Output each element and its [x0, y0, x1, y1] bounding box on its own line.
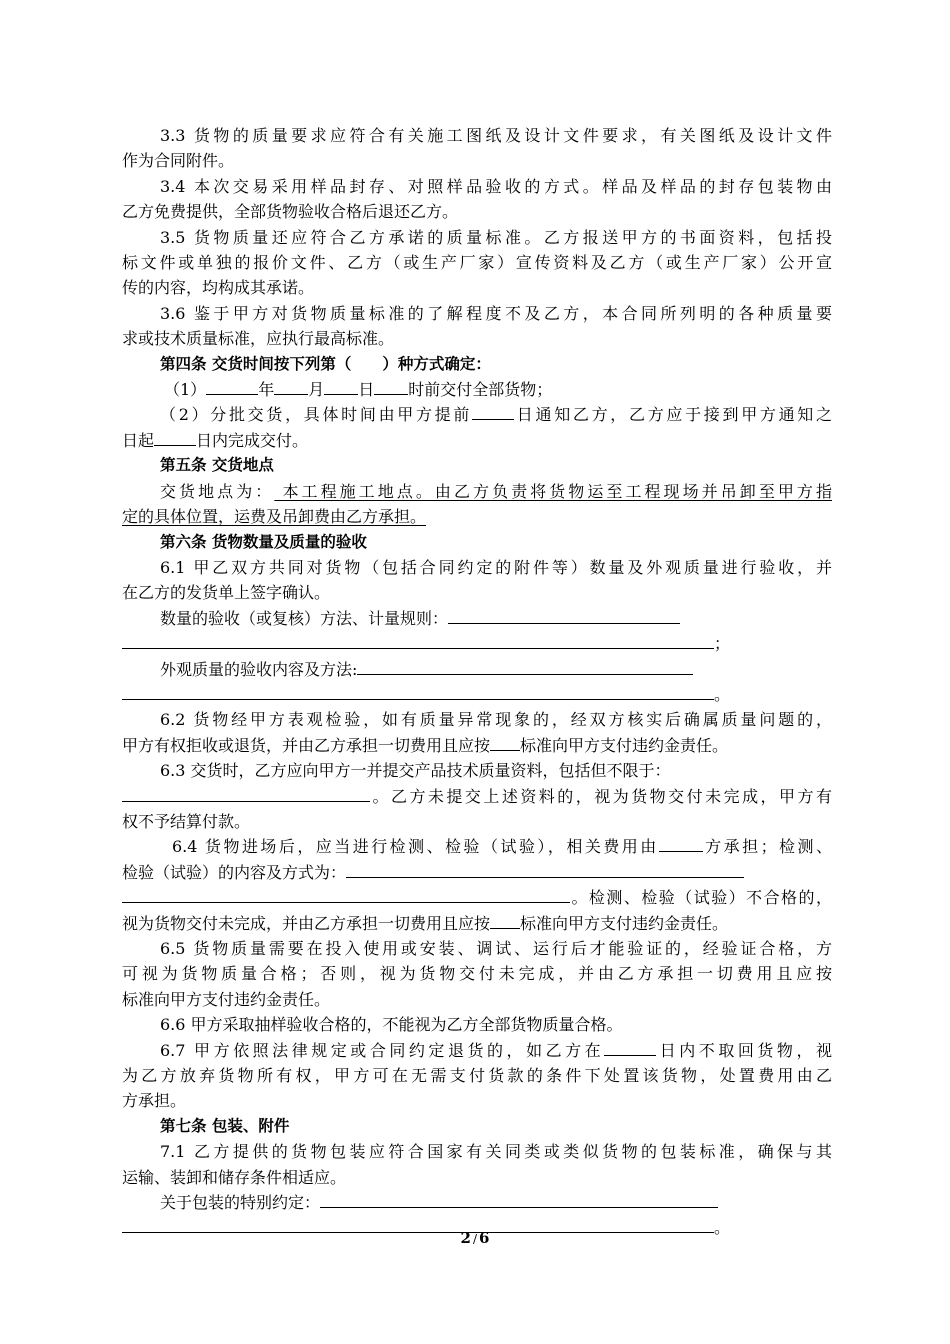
delivery-location-label: 交货地点为：: [160, 481, 275, 501]
clause-6-4-line3-suffix: 。检测、检验（试验）不合格的，: [570, 888, 832, 908]
option-1-suffix: 时前交付全部货物；: [408, 380, 553, 400]
article-5-heading: 第五条 交货地点: [160, 456, 274, 475]
year-label: 年: [258, 380, 275, 400]
page-separator: /: [472, 1232, 478, 1246]
test-content-label: 检验（试验）的内容及方式为：: [122, 862, 347, 882]
clause-6-5-line2: 可视为货物质量合格；否则，视为货物交付未完成，并由乙方承担一切费用且应按: [122, 964, 832, 984]
clause-6-1-line2: 在乙方的发货单上签字确认。: [122, 583, 331, 603]
clause-6-4-line3: [122, 885, 832, 910]
clause-6-4-prefix: 6.4 货物进场后，应当进行检测、检验（试验），相关费用由: [172, 837, 659, 857]
clause-6-7-prefix: 6.7 甲方依照法律规定或合同约定退货的，如乙方在: [160, 1040, 605, 1060]
clause-6-7-suffix: 日内不取回货物，视: [656, 1040, 832, 1060]
clause-3-5-line1: 3.5 货物质量还应符合乙方承诺的质量标准。乙方报送甲方的书面资料，包括投: [160, 227, 832, 247]
quantity-method-blank-2[interactable]: [122, 634, 714, 649]
appearance-method-label: 外观质量的验收内容及方法:: [160, 659, 358, 679]
clause-6-4-line4-prefix: 视为货物交付未完成，并由乙方承担一切费用且应按: [122, 913, 491, 933]
clause-6-2-suffix: 标准向甲方支付违约金责任。: [520, 735, 729, 755]
delivery-location-value-cont: 定的具体位置，运费及吊卸费由乙方承担。: [122, 507, 427, 527]
clause-3-4-line1: 3.4 本次交易采用样品封存、对照样品验收的方式。样品及样品的封存包装物由: [160, 176, 832, 196]
clause-3-4-line2: 乙方免费提供，全部货物验收合格后退还乙方。: [122, 202, 459, 222]
clause-6-3-suffix: 。乙方未提交上述资料的，视为货物交付未完成，甲方有: [370, 786, 832, 806]
clause-6-4-suffix: 方承担；检测、: [702, 837, 832, 857]
packaging-special-label: 关于包装的特别约定：: [160, 1193, 321, 1213]
month-blank[interactable]: [274, 379, 308, 395]
clause-6-7-line1: [122, 1038, 832, 1063]
clause-3-6-line2: 求或技术质量标准，应执行最高标准。: [122, 329, 395, 349]
clause-6-3-line1: 6.3 交货时，乙方应向甲方一并提交产品技术质量资料，包括但不限于：: [160, 761, 671, 781]
test-cost-party-blank[interactable]: [659, 836, 703, 852]
clause-6-2-line2: [122, 733, 832, 758]
clause-6-4-line2: [122, 860, 832, 885]
clause-6-1-line1: 6.1 甲乙双方共同对货物（包括合同约定的附件等）数量及外观质量进行验收，并: [160, 557, 832, 577]
quantity-method-continued: [122, 631, 832, 656]
article-7-heading: 第七条 包装、附件: [160, 1116, 290, 1135]
page-footer: [0, 1229, 950, 1247]
hour-blank[interactable]: [374, 379, 408, 395]
clause-3-3-line1: 3.3 货物的质量要求应符合有关施工图纸及设计文件要求，有关图纸及设计文件: [160, 126, 832, 145]
year-blank[interactable]: [206, 379, 258, 395]
test-content-blank-2[interactable]: [122, 888, 570, 903]
retrieve-days-blank[interactable]: [604, 1040, 656, 1056]
delivery-location-value: 本工程施工地点。由乙方负责将货物运至工程现场并吊卸至甲方指: [274, 481, 832, 501]
clause-3-6-line1: 3.6 鉴于甲方对货物质量标准的了解程度不及乙方，本合同所列明的各种质量要: [160, 303, 832, 323]
clause-6-3-line3: 权不予结算付款。: [122, 811, 251, 831]
packaging-special-line: [122, 1190, 832, 1215]
penalty-standard-blank[interactable]: [490, 735, 520, 751]
delivery-option-2-line1: [122, 402, 832, 427]
clause-3-5-line3: 传的内容，均构成其承诺。: [122, 278, 315, 298]
penalty-standard-blank-2[interactable]: [490, 913, 520, 929]
delivery-option-2-line2: [122, 428, 832, 453]
clause-6-4-line4: [122, 911, 832, 936]
option-2-suffix: 日通知乙方，乙方应于接到甲方通知之: [514, 405, 832, 425]
packaging-special-blank[interactable]: [320, 1192, 718, 1208]
clause-6-4-line4-suffix: 标准向甲方支付违约金责任。: [520, 913, 729, 933]
quantity-method-line: [122, 606, 832, 631]
delivery-option-1: [122, 377, 832, 402]
clause-3-3-line2: 作为合同附件。: [122, 151, 235, 171]
option-2-line2-suffix: 日内完成交付。: [196, 430, 309, 450]
month-label: 月: [308, 380, 325, 400]
clause-6-5-line3: 标准向甲方支付违约金责任。: [122, 989, 331, 1009]
article-6-heading: 第六条 货物数量及质量的验收: [160, 532, 367, 551]
clause-6-7-line3: 方承担。: [122, 1091, 187, 1111]
option-1-prefix: （1）: [164, 380, 207, 400]
article-4-heading: 第四条 交货时间按下列第（ ）种方式确定：: [160, 354, 491, 373]
day-label: 日: [358, 380, 375, 400]
clause-7-1-line2: 运输、装卸和储存条件相适应。: [122, 1167, 347, 1187]
page-number: 2: [460, 1229, 471, 1247]
delivery-location-line2: [122, 504, 832, 529]
quantity-method-blank[interactable]: [448, 608, 680, 624]
appearance-method-blank-2[interactable]: [122, 685, 714, 700]
contract-body: [122, 123, 832, 1241]
quantity-method-label: 数量的验收（或复核）方法、计量规则：: [160, 608, 449, 628]
clause-6-2-prefix: 甲方有权拒收或退货，并由乙方承担一切费用且应按: [122, 735, 491, 755]
appearance-method-line: [122, 657, 832, 682]
clause-6-4-line1: [122, 834, 832, 859]
clause-6-2-line1: 6.2 货物经甲方表观检验，如有质量异常现象的，经双方核实后确属质量问题的，: [160, 710, 832, 730]
notice-days-blank[interactable]: [472, 404, 514, 420]
clause-6-5-line1: 6.5 货物质量需要在投入使用或安装、调试、运行后才能验证的，经验证合格，方: [160, 939, 832, 958]
test-content-blank[interactable]: [346, 862, 744, 878]
appearance-method-blank[interactable]: [357, 659, 693, 675]
option-2-line2-prefix: 日起: [122, 430, 155, 450]
clause-6-7-line2: 为乙方放弃货物所有权，甲方可在无需支付货款的条件下处置该货物，处置费用由乙: [122, 1066, 832, 1086]
semicolon: ；: [714, 634, 731, 654]
appearance-method-continued: [122, 682, 832, 707]
clause-6-3-line2: [122, 784, 832, 809]
period-2: 。: [714, 1218, 731, 1238]
clause-7-1-line1: 7.1 乙方提供的货物包装应符合国家有关同类或类似货物的包装标准，确保与其: [160, 1142, 832, 1162]
complete-days-blank[interactable]: [154, 430, 196, 446]
day-blank[interactable]: [324, 379, 358, 395]
clause-6-6: 6.6 甲方采取抽样验收合格的，不能视为乙方全部货物质量合格。: [160, 1015, 623, 1035]
quality-docs-blank[interactable]: [122, 787, 370, 802]
option-2-prefix: （2）分批交货，具体时间由甲方提前: [160, 405, 473, 425]
period: 。: [714, 684, 731, 704]
page-total: 6: [479, 1229, 490, 1247]
clause-3-5-line2: 标文件或单独的报价文件、乙方（或生产厂家）宣传资料及乙方（或生产厂家）公开宣: [122, 253, 832, 273]
delivery-location-line1: [122, 479, 832, 504]
